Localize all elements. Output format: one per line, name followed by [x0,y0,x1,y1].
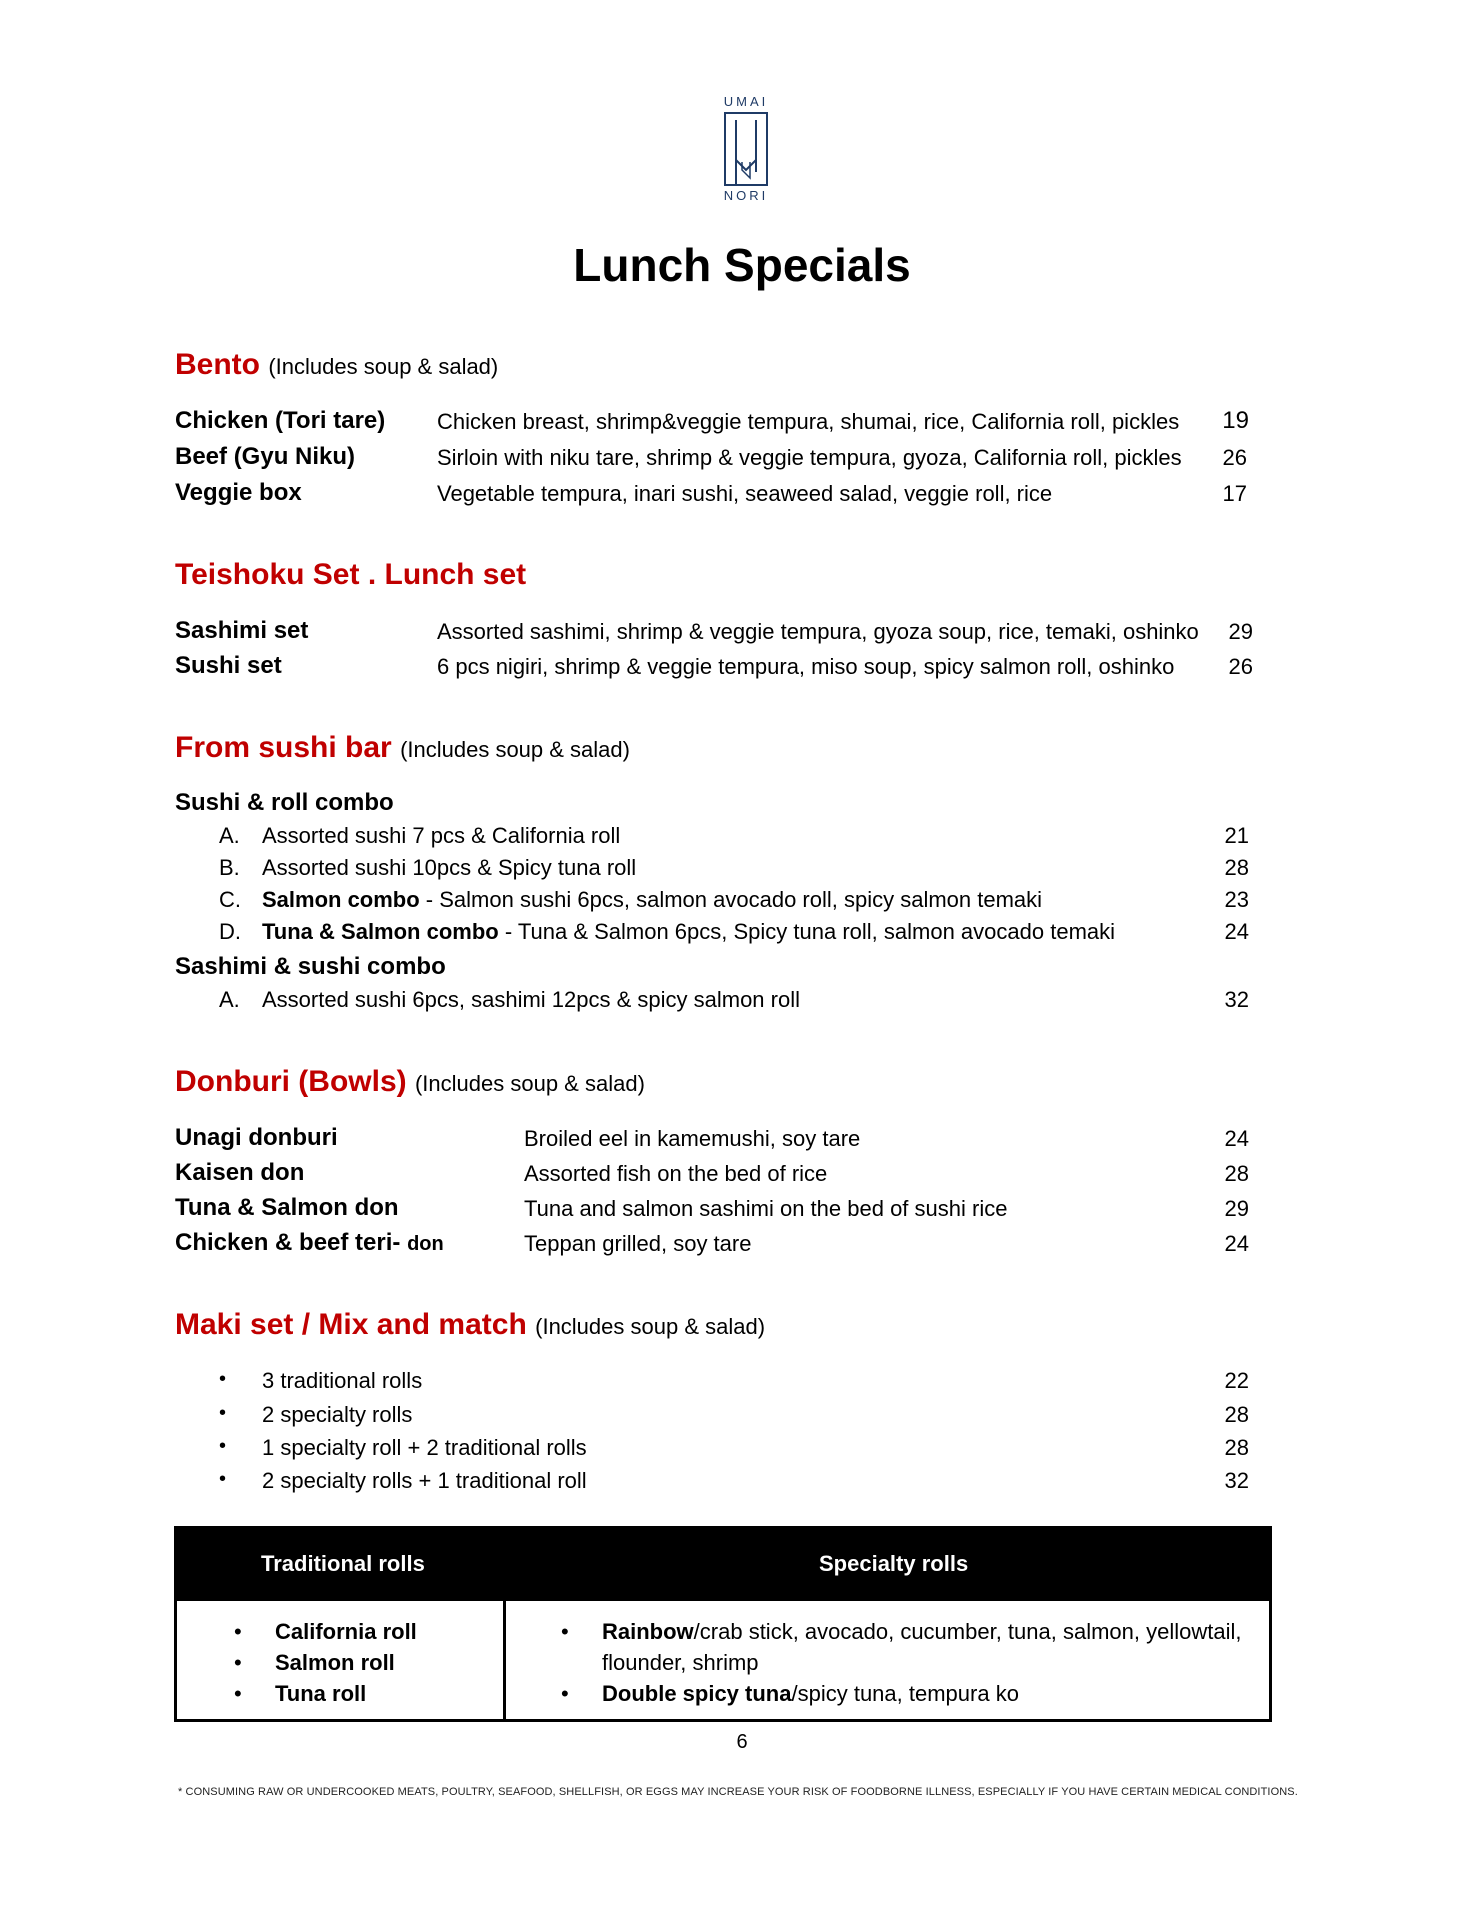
roll-name: Salmon roll [275,1650,395,1675]
health-disclaimer: * CONSUMING RAW OR UNDERCOOKED MEATS, POULTRY, SEAFOOD, SHELLFISH, OR EGGS MAY INCREASE YOUR RISK OF FOODBORNE ILLNESS, ESPECIALLY IF YOU HAVE CERTAIN MEDICAL CONDITIONS. [178,1786,1298,1798]
menu-item [175,407,1255,441]
traditional-rolls-cell [234,1619,494,1719]
roll-name: California roll [275,1619,417,1644]
list-item [175,855,1255,887]
item-price: 26 [1228,654,1253,679]
item-marker: C. [219,887,241,912]
bullet-icon: • [234,1650,242,1675]
item-description: Sirloin with niku tare, shrimp & veggie tempura, gyoza, California roll, pickles [437,445,1182,470]
item-description: Assorted sushi 6pcs, sashimi 12pcs & spicy salmon roll [262,987,800,1012]
bento-note: (Includes soup & salad) [268,354,499,379]
item-name: Veggie box [175,479,302,506]
rolls-table [174,1526,1272,1722]
item-description: Assorted sushi 10pcs & Spicy tuna roll [262,855,637,880]
bullet-icon: • [219,1402,227,1424]
item-price: 17 [1222,481,1247,506]
sashimi-sushi-combo-title: Sashimi & sushi combo [175,953,446,980]
traditional-rolls-header: Traditional rolls [261,1551,425,1576]
item-price: 32 [1224,1468,1249,1493]
item-description [262,919,1115,945]
maki-title: Maki set / Mix and match [175,1308,527,1341]
item-name: Chicken (Tori tare) [175,407,386,434]
teishoku-heading: Teishoku Set . Lunch set [175,558,527,591]
roll-name: Tuna roll [275,1681,367,1706]
sushibar-heading [175,731,630,765]
menu-item [175,617,1255,651]
item-description: Teppan grilled, soy tare [524,1231,752,1256]
logo-bottom-text: NORI [723,188,769,203]
item-description: 2 specialty rolls [262,1402,413,1427]
item-price: 29 [1228,619,1253,644]
item-price: 22 [1224,1368,1249,1393]
item-price: 29 [1224,1196,1249,1221]
specialty-rolls-header: Specialty rolls [819,1551,969,1576]
menu-item [175,479,1255,513]
item-marker: B. [219,855,240,880]
menu-item [175,1124,1255,1158]
item-description: 2 specialty rolls + 1 traditional roll [262,1468,587,1493]
list-item [175,823,1255,855]
bullet-icon: • [219,1368,227,1390]
item-price: 23 [1224,887,1249,912]
item-name: Kaisen don [175,1159,305,1186]
item-name-main: Chicken & beef teri- [175,1229,408,1256]
item-name-suffix: don [407,1233,444,1255]
item-description: Chicken breast, shrimp&veggie tempura, shumai, rice, California roll, pickles [437,409,1180,434]
donburi-heading [175,1065,645,1099]
roll-ingredients: /crab stick, avocado, cucumber, tuna, salmon, yellowtail, [693,1619,1242,1644]
roll-ingredients: /spicy tuna, tempura ko [791,1681,1019,1706]
list-item [175,987,1255,1019]
item-name [175,1229,444,1257]
item-name: Sushi set [175,652,282,679]
menu-item [175,443,1255,477]
menu-item [175,652,1255,686]
page-number: 6 [736,1731,748,1753]
bullet-icon: • [561,1619,569,1644]
bullet-icon: • [219,1468,227,1490]
item-price: 32 [1224,987,1249,1012]
table-divider [503,1601,506,1722]
sushibar-note: (Includes soup & salad) [400,737,630,762]
item-name: Tuna & Salmon don [175,1194,399,1221]
item-marker: A. [219,823,240,848]
item-bold-name: Tuna & Salmon combo [262,919,499,944]
item-name: Unagi donburi [175,1124,338,1151]
list-item [175,887,1255,919]
rolls-table-header [177,1529,1269,1601]
bullet-icon: • [219,1435,227,1457]
item-bold-name: Salmon combo [262,887,420,912]
donburi-note: (Includes soup & salad) [414,1071,645,1096]
roll-name: Rainbow [602,1619,694,1644]
logo-top-text: UMAI [723,94,769,109]
item-price: 28 [1224,1161,1249,1186]
item-price: 26 [1222,445,1247,470]
menu-item [175,1229,1255,1263]
list-item [175,1468,1255,1500]
item-price: 24 [1224,1126,1249,1151]
bullet-icon: • [234,1681,242,1706]
item-description: Assorted fish on the bed of rice [524,1161,828,1186]
donburi-title: Donburi (Bowls) [175,1065,407,1098]
item-description: 3 traditional rolls [262,1368,423,1393]
item-price: 21 [1224,823,1249,848]
item-marker: A. [219,987,240,1012]
item-description: Assorted sushi 7 pcs & California roll [262,823,621,848]
page-title: Lunch Specials [573,239,911,291]
item-detail: - Tuna & Salmon 6pcs, Spicy tuna roll, salmon avocado temaki [498,919,1116,944]
item-detail: - Salmon sushi 6pcs, salmon avocado roll, spicy salmon temaki [419,887,1043,912]
maki-heading [175,1308,765,1342]
bento-heading [175,348,498,382]
bullet-icon: • [561,1681,569,1706]
item-name: Sashimi set [175,617,309,644]
bento-title: Bento [175,348,260,381]
item-description: 6 pcs nigiri, shrimp & veggie tempura, miso soup, spicy salmon roll, oshinko [437,654,1175,679]
list-item [175,919,1255,951]
item-price: 24 [1224,1231,1249,1256]
item-description: Vegetable tempura, inari sushi, seaweed salad, veggie roll, rice [437,481,1053,506]
item-name: Beef (Gyu Niku) [175,443,356,470]
sushi-roll-combo-title: Sushi & roll combo [175,789,394,816]
specialty-rolls-cell [561,1619,1261,1719]
item-price: 24 [1224,919,1249,944]
item-description: Tuna and salmon sashimi on the bed of sushi rice [524,1196,1008,1221]
menu-item [175,1159,1255,1193]
list-item [175,1402,1255,1434]
item-price: 28 [1224,1402,1249,1427]
item-marker: D. [219,919,241,944]
item-price: 19 [1222,407,1249,434]
list-item [175,1435,1255,1467]
item-description [262,887,1042,913]
item-price: 28 [1224,855,1249,880]
bullet-icon: • [234,1619,242,1644]
maki-note: (Includes soup & salad) [535,1314,766,1339]
item-description: Broiled eel in kamemushi, soy tare [524,1126,861,1151]
sushibar-title: From sushi bar [175,731,392,764]
logo-mark-icon [724,112,768,186]
item-description: Assorted sashimi, shrimp & veggie tempura, gyoza soup, rice, temaki, oshinko [437,619,1199,644]
roll-name: Double spicy tuna [602,1681,792,1706]
menu-item [175,1194,1255,1228]
item-description: 1 specialty roll + 2 traditional rolls [262,1435,587,1460]
roll-description [602,1681,1019,1707]
list-item [175,1368,1255,1400]
item-price: 28 [1224,1435,1249,1460]
roll-ingredients-continued: flounder, shrimp [602,1650,759,1675]
roll-description [602,1619,1241,1645]
umai-nori-logo [710,92,782,212]
